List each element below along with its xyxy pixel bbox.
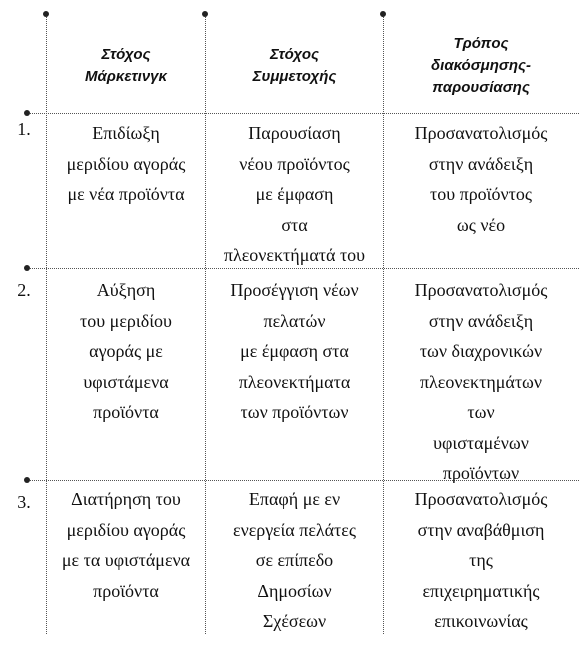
cell-line: Δημοσίων xyxy=(257,580,332,601)
corner-dot xyxy=(24,265,30,271)
cell-line: της xyxy=(469,550,493,570)
cell-line: Προσανατολισμός xyxy=(414,489,548,509)
cell-line: μεριδίου αγοράς xyxy=(66,153,186,174)
cell-line: υφισταμένων xyxy=(433,432,529,453)
cell-line: του μεριδίου xyxy=(80,310,172,331)
table-cell xyxy=(206,275,383,428)
cell-line: Διατήρηση του xyxy=(71,489,181,509)
cell-line: νέου προϊόντος xyxy=(239,153,350,174)
corner-dot xyxy=(24,477,30,483)
corner-dot xyxy=(380,11,386,17)
cell-line: υφιστάμενα xyxy=(83,371,169,392)
row-number: 1. xyxy=(17,119,31,139)
table-cell xyxy=(206,118,383,271)
cell-line: Προσέγγιση νέων xyxy=(230,280,359,300)
header-line: Συμμετοχής xyxy=(252,68,337,85)
header-line: Τρόπος xyxy=(453,35,509,52)
table-cell xyxy=(384,275,578,489)
cell-line: με νέα προϊόντα xyxy=(67,184,185,204)
table-cell xyxy=(47,275,205,428)
table-cell xyxy=(47,118,205,210)
header-decoration-method xyxy=(384,20,578,112)
cell-line: πλεονεκτημάτων xyxy=(419,371,543,392)
table-cell xyxy=(384,118,578,240)
corner-dot xyxy=(202,11,208,17)
cell-line: επικοινωνίας xyxy=(434,611,528,631)
cell-line: των προϊόντων xyxy=(240,402,349,422)
cell-line: με τα υφιστάμενα xyxy=(61,550,191,570)
row-divider xyxy=(27,113,579,114)
cell-line: Προσανατολισμός xyxy=(414,123,548,143)
cell-line: Αύξηση xyxy=(96,280,156,300)
cell-line: με έμφαση στα xyxy=(240,341,349,361)
header-line: διακόσμησης- xyxy=(431,57,531,74)
header-line: Στόχος xyxy=(270,46,319,63)
cell-line: πλεονεκτήματα xyxy=(238,371,351,392)
cell-line: Προσανατολισμός xyxy=(414,280,548,300)
cell-line: προϊόντα xyxy=(93,580,159,601)
header-participation-goal xyxy=(206,20,383,112)
cell-line: στα xyxy=(281,214,308,235)
cell-line: προϊόντων xyxy=(442,463,520,483)
header-line: παρουσίασης xyxy=(432,79,530,96)
row-number: 3. xyxy=(17,492,31,512)
cell-line: προϊόντα xyxy=(93,402,159,422)
cell-line: πλεονεκτήματά του xyxy=(223,245,366,265)
cell-line: των xyxy=(467,402,495,422)
table-cell xyxy=(384,484,578,637)
header-marketing-goal xyxy=(47,20,205,112)
cell-line: Επιδίωξη xyxy=(92,123,160,143)
cell-line: Παρουσίαση xyxy=(248,123,341,143)
cell-line: Επαφή με εν xyxy=(248,489,341,509)
cell-line: στην αναβάθμιση xyxy=(417,519,545,540)
cell-line: Σχέσεων xyxy=(262,611,327,631)
header-line: Μάρκετινγκ xyxy=(84,68,168,85)
corner-dot xyxy=(24,110,30,116)
row-number: 2. xyxy=(17,280,31,300)
cell-line: επιχειρηματικής xyxy=(422,580,540,601)
cell-line: στην ανάδειξη xyxy=(428,310,534,331)
cell-line: στην ανάδειξη xyxy=(428,153,534,174)
cell-line: των διαχρονικών xyxy=(419,341,543,361)
cell-line: πελατών xyxy=(263,310,326,331)
cell-line: ενεργεία πελάτες xyxy=(233,519,356,540)
header-line: Στόχος xyxy=(101,46,151,63)
cell-line: με έμφαση xyxy=(255,184,334,204)
cell-line: ως νέο xyxy=(456,214,506,235)
cell-line: σε επίπεδο xyxy=(255,550,334,570)
table-cell xyxy=(206,484,383,637)
cell-line: του προϊόντος xyxy=(429,184,533,204)
corner-dot xyxy=(43,11,49,17)
cell-line: μεριδίου αγοράς xyxy=(66,519,186,540)
cell-line: αγοράς με xyxy=(89,341,163,361)
table-cell xyxy=(47,484,205,606)
